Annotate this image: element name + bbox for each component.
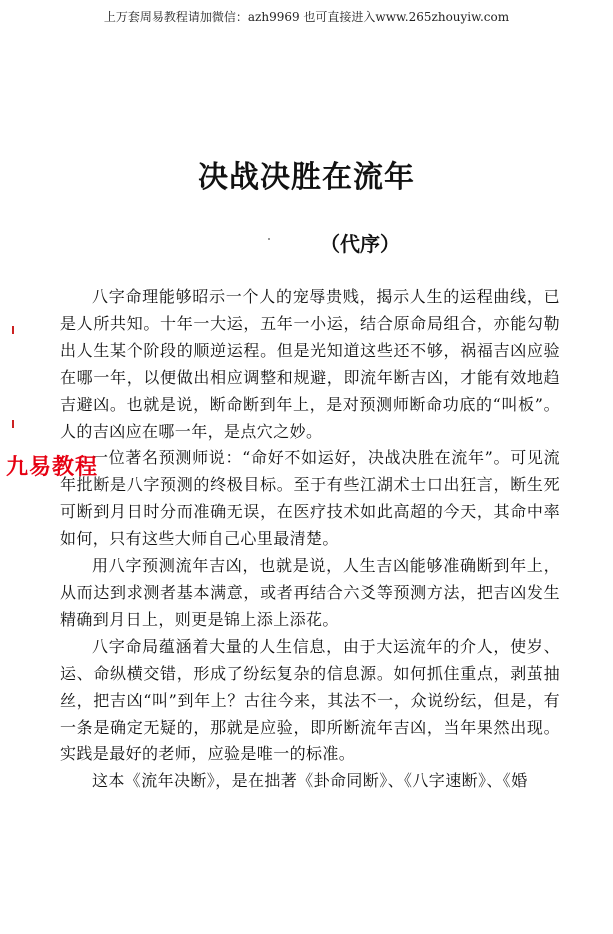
paragraph: 八字命局蕴涵着大量的人生信息，由于大运流年的介人，使岁、运、命纵横交错，形成了纷纭复杂的信息源。如何抓住重点，剥茧抽丝，把吉凶“叫”到年上？古往今来，其法不一，众说纷纭，但是，有一条是确定无疑的，那就是应验，即所断流年吉凶，当年果然出现。实践是最好的老师，应验是唯一的标准。 [60, 636, 560, 764]
paragraph: 用八字预测流年吉凶，也就是说，人生吉凶能够准确断到年上，从而达到求测者基本满意，或者再结合六爻等预测方法，把吉凶发生精确到月日上，则更是锦上添上添花。 [60, 556, 560, 629]
print-speck [268, 238, 270, 240]
watermark-logo: 九易教程 [6, 455, 99, 480]
body-text [60, 284, 560, 795]
paragraph: 一位著名预测师说：“命好不如运好，决战决胜在流年”。可见流年批断是八字预测的终极目标。至于有些江湖术士口出狂言，断生死可断到月日时分而准确无误，在医疗技术如此高超的今天，其命中率如何，只有这些大师自己心里最清楚。 [60, 448, 560, 549]
margin-mark [12, 326, 14, 334]
page-title: 决战决胜在流年 [198, 160, 415, 195]
paragraph: 这本《流年决断》，是在拙著《卦命同断》、《八字速断》、《婚 [92, 771, 528, 791]
header-note: 上万套周易教程请加微信：azh9969 也可直接进入www.265zhouyiw.com [103, 10, 510, 24]
page-subtitle: （代序） [320, 232, 400, 256]
paragraph: 八字命理能够昭示一个人的宠辱贵贱，揭示人生的运程曲线，已是人所共知。十年一大运，五年一小运，结合原命局组合，亦能勾勒出人生某个阶段的顺逆运程。但是光知道这些还不够，祸福吉凶应验在哪一年，以便做出相应调整和规避，即流年断吉凶，才能有效地趋吉避凶。也就是说，断命断到年上，是对预测师断命功底的“叫板”。人的吉凶应在哪一年，是点穴之妙。 [60, 287, 560, 441]
margin-mark [12, 420, 14, 428]
